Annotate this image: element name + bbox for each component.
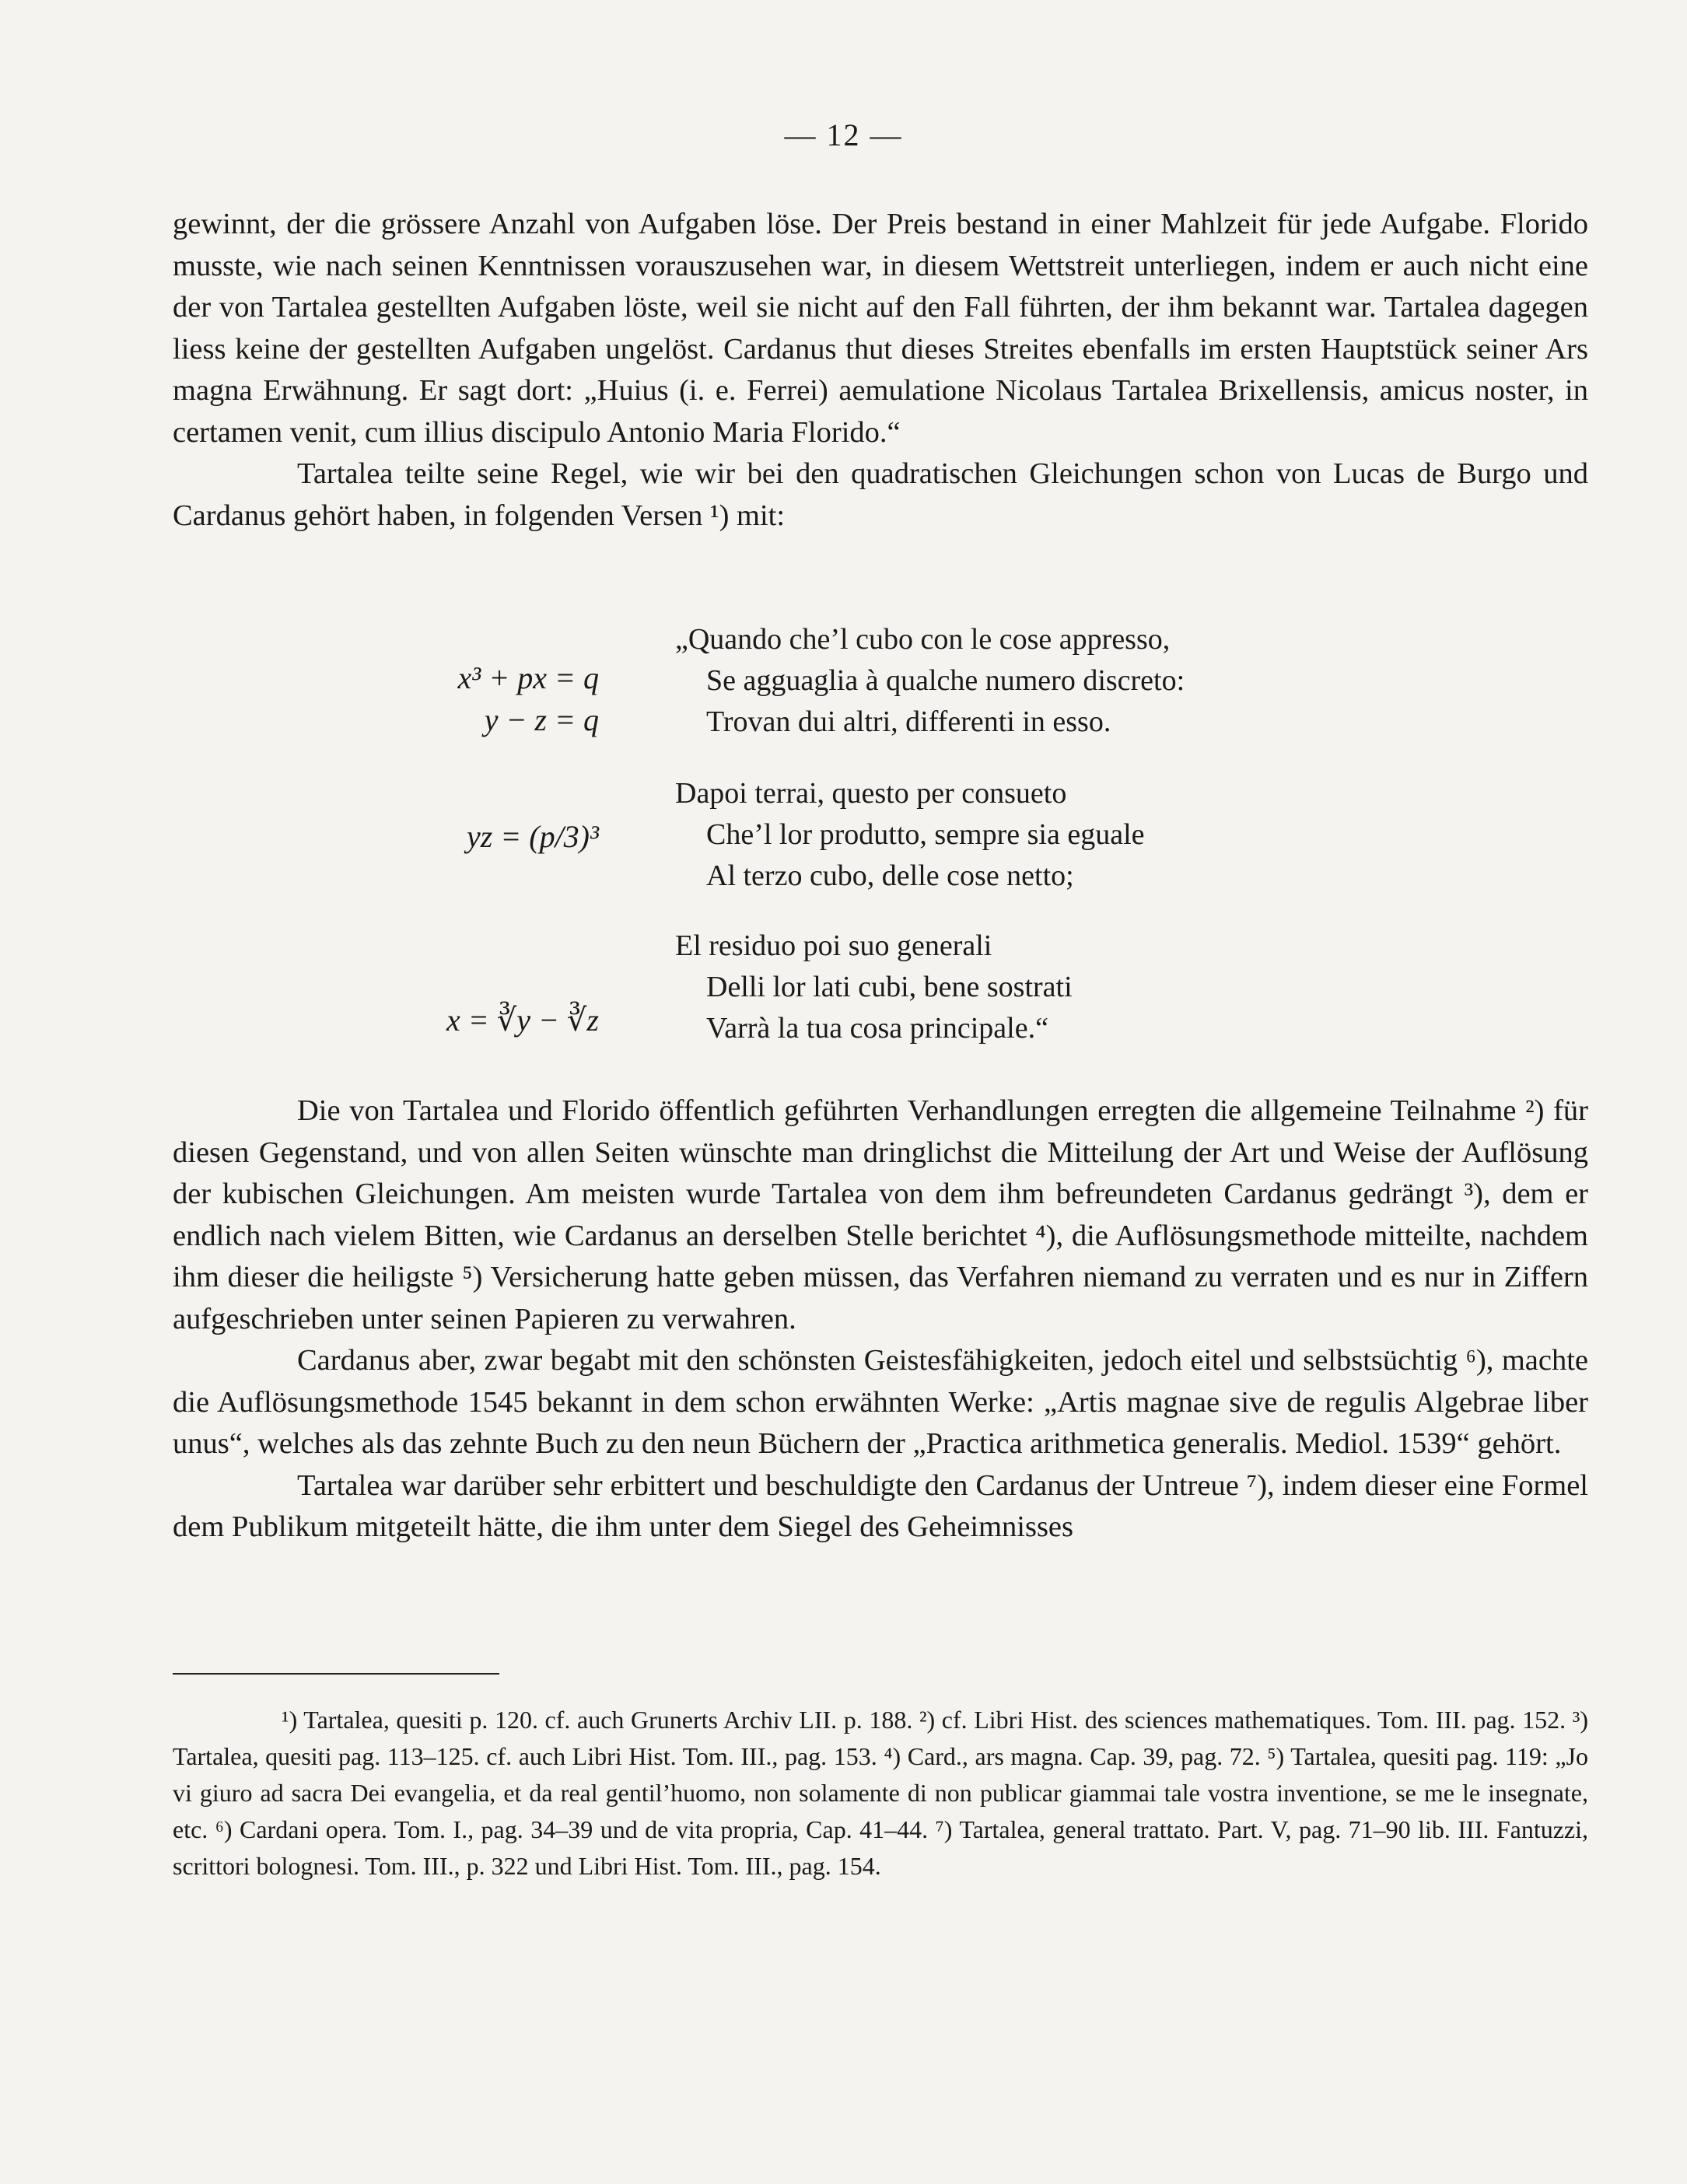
body-text-top — [173, 204, 1588, 537]
poem-stanza-3 — [675, 926, 1073, 1049]
body-text-bottom — [173, 1090, 1588, 1549]
poem-stanza-1 — [675, 619, 1185, 743]
poem-line: Che’l lor produtto, sempre sia eguale — [706, 818, 1145, 851]
poem-line: Trovan dui altri, differenti in esso. — [706, 705, 1111, 738]
poem-line: „Quando che’l cubo con le cose appresso, — [675, 623, 1171, 656]
poem-line: El residuo poi suo generali — [675, 929, 992, 962]
poem-line: Se agguaglia à qualche numero discreto: — [706, 664, 1185, 697]
page-number: — 12 — — [784, 117, 903, 152]
paragraph-4: Cardanus aber, zwar begabt mit den schönsten Geistesfähigkeiten, jedoch eitel und selbstsüchtig ⁶), machte die Auflösungsmethode 1545 bekannt in dem schon erwähnten Werke: „Artis magnae sive de regulis Algebrae liber unus“, welches als das zehnte Buch zu den neun Büchern der „Practica arithmetica generalis. Mediol. 1539“ gehört. — [173, 1344, 1588, 1460]
poem-line: Al terzo cubo, delle cose netto; — [706, 859, 1074, 892]
paragraph-2: Tartalea teilte seine Regel, wie wir bei den quadratischen Gleichungen schon von Lucas de Burgo und Cardanus gehört haben, in folgenden Versen ¹) mit: — [173, 457, 1588, 532]
paragraph-3: Die von Tartalea und Florido öffentlich geführten Verhandlungen erregten die allgemeine Teilnahme ²) für diesen Gegenstand, und von allen Seiten wünschte man dringlichst die Mitteilung der Art und Weise der Auflösung der kubischen Gleichungen. Am meisten wurde Tartalea von dem ihm befreundeten Cardanus gedrängt ³), dem er endlich nach vielem Bitten, wie Cardanus an derselben Stelle berichtet ⁴), die Auflösungsmethode mitteilte, nachdem ihm dieser die heiligste ⁵) Versicherung hatte geben müssen, das Verfahren niemand zu verraten und es nur in Ziffern aufgeschrieben unter seinen Papieren zu verwahren. — [173, 1094, 1588, 1335]
poem-line: Dapoi terrai, questo per consueto — [675, 777, 1067, 810]
poem-line: Delli lor lati cubi, bene sostrati — [706, 971, 1073, 1003]
poem-stanza-2 — [675, 773, 1145, 897]
paragraph-5: Tartalea war darüber sehr erbittert und beschuldigte den Cardanus der Untreue ⁷), indem dieser eine Formel dem Publikum mitgeteilt hätte, die ihm unter dem Siegel des Geheimnisses — [173, 1468, 1588, 1543]
formula-cubic-equation: x³ + px = q — [457, 660, 599, 695]
formula-product: yz = (p/3)³ — [466, 819, 599, 854]
poem-line: Varrà la tua cosa principale.“ — [706, 1012, 1048, 1045]
formula-solution: x = ∛y − ∛z — [446, 1003, 599, 1038]
footnotes: ¹) Tartalea, quesiti p. 120. cf. auch Grunerts Archiv LII. p. 188. ²) cf. Libri Hist. des sciences mathematiques. Tom. III. pag. 152. ³) Tartalea, quesiti pag. 113–125. cf. auch Libri Hist. Tom. III., pag. 153. ⁴) Card., ars magna. Cap. 39, pag. 72. ⁵) Tartalea, quesiti pag. 119: „Jo vi giuro ad sacra Dei evangelia, et da real gentil’huomo, non solamente di non publicar giammai tale vostra inventione, se me le insegnate, etc. ⁶) Cardani opera. Tom. I., pag. 34–39 und de vita propria, Cap. 41–44. ⁷) Tartalea, general trattato. Part. V, pag. 71–90 lib. III. Fantuzzi, scrittori bolognesi. Tom. III., p. 322 und Libri Hist. Tom. III., pag. 154. — [173, 1706, 1588, 1880]
footnote-divider — [173, 1673, 499, 1675]
paragraph-1: gewinnt, der die grössere Anzahl von Aufgaben löse. Der Preis bestand in einer Mahlzeit für jede Aufgabe. Florido musste, wie nach seinen Kenntnissen vorauszusehen war, in diesem Wettstreit unterliegen, indem er auch nicht eine der von Tartalea gestellten Aufgaben löste, weil sie nicht auf den Fall führten, der ihm bekannt war. Tartalea dagegen liess keine der gestellten Aufgaben ungelöst. Cardanus thut dieses Streites ebenfalls im ersten Hauptstück seiner Ars magna Erwähnung. Er sagt dort: „Huius (i. e. Ferrei) aemulatione Nicolaus Tartalea Brixellensis, amicus noster, in certamen venit, cum illius discipulo Antonio Maria Florido.“ — [173, 208, 1588, 449]
formula-difference: y − z = q — [484, 702, 599, 737]
